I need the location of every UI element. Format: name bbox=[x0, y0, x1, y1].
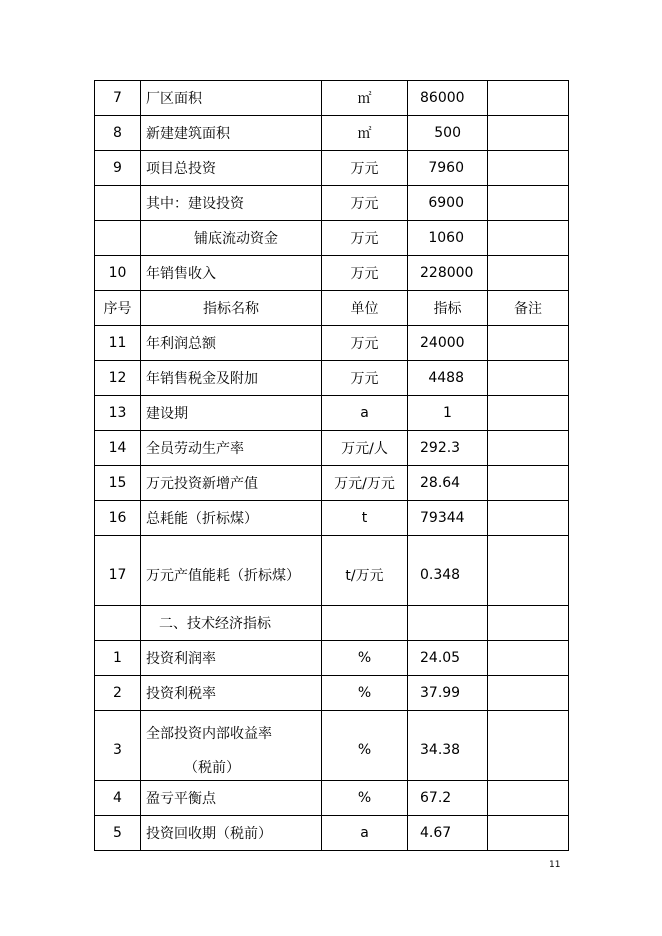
indicator-value: 24.05 bbox=[408, 641, 488, 676]
row-number: 12 bbox=[95, 361, 141, 396]
table-row bbox=[95, 186, 569, 221]
indicator-unit: % bbox=[322, 711, 408, 781]
indicator-remark bbox=[488, 256, 569, 291]
indicator-name: 年销售税金及附加 bbox=[141, 361, 322, 396]
indicator-value: 500 bbox=[408, 116, 488, 151]
indicator-unit: % bbox=[322, 676, 408, 711]
indicator-name: 总耗能（折标煤） bbox=[141, 501, 322, 536]
header-number: 序号 bbox=[95, 291, 141, 326]
row-number: 3 bbox=[95, 711, 141, 781]
indicator-value: 34.38 bbox=[408, 711, 488, 781]
table-row bbox=[95, 676, 569, 711]
table-row bbox=[95, 711, 569, 781]
header-unit: 单位 bbox=[322, 291, 408, 326]
indicator-unit: 万元 bbox=[322, 221, 408, 256]
indicator-unit: % bbox=[322, 781, 408, 816]
row-number: 7 bbox=[95, 81, 141, 116]
table-row bbox=[95, 431, 569, 466]
table-row bbox=[95, 466, 569, 501]
indicator-unit: 万元 bbox=[322, 151, 408, 186]
indicator-unit: 万元/人 bbox=[322, 431, 408, 466]
row-number bbox=[95, 186, 141, 221]
indicator-remark bbox=[488, 116, 569, 151]
indicator-unit: 万元/万元 bbox=[322, 466, 408, 501]
indicator-unit: a bbox=[322, 396, 408, 431]
indicator-name-line2: （税前） bbox=[184, 759, 240, 776]
indicator-name: 投资利税率 bbox=[141, 676, 322, 711]
table-row bbox=[95, 326, 569, 361]
indicator-name: 万元产值能耗（折标煤） bbox=[141, 536, 322, 606]
indicator-unit: 万元 bbox=[322, 256, 408, 291]
row-number: 15 bbox=[95, 466, 141, 501]
row-number: 8 bbox=[95, 116, 141, 151]
row-number bbox=[95, 221, 141, 256]
indicator-name: 全员劳动生产率 bbox=[141, 431, 322, 466]
indicator-remark bbox=[488, 816, 569, 851]
indicator-name: 厂区面积 bbox=[141, 81, 322, 116]
table-row bbox=[95, 256, 569, 291]
indicator-unit: a bbox=[322, 816, 408, 851]
table-row bbox=[95, 116, 569, 151]
row-number: 10 bbox=[95, 256, 141, 291]
header-value: 指标 bbox=[408, 291, 488, 326]
row-number: 14 bbox=[95, 431, 141, 466]
row-number: 16 bbox=[95, 501, 141, 536]
table-row bbox=[95, 781, 569, 816]
indicator-remark bbox=[488, 81, 569, 116]
indicator-remark bbox=[488, 186, 569, 221]
indicator-unit: % bbox=[322, 641, 408, 676]
indicator-name: 万元投资新增产值 bbox=[141, 466, 322, 501]
indicator-unit: ㎡ bbox=[322, 116, 408, 151]
row-number: 17 bbox=[95, 536, 141, 606]
row-number: 9 bbox=[95, 151, 141, 186]
table-row bbox=[95, 81, 569, 116]
header-name: 指标名称 bbox=[141, 291, 322, 326]
indicator-name: 项目总投资 bbox=[141, 151, 322, 186]
indicator-name: 盈亏平衡点 bbox=[141, 781, 322, 816]
indicator-value: 24000 bbox=[408, 326, 488, 361]
header-remark: 备注 bbox=[488, 291, 569, 326]
indicator-value: 0.348 bbox=[408, 536, 488, 606]
table-row bbox=[95, 641, 569, 676]
indicator-value: 79344 bbox=[408, 501, 488, 536]
table-row bbox=[95, 536, 569, 606]
indicator-table bbox=[94, 80, 569, 851]
indicator-value: 28.64 bbox=[408, 466, 488, 501]
table-row bbox=[95, 501, 569, 536]
indicator-value: 37.99 bbox=[408, 676, 488, 711]
table-row bbox=[95, 221, 569, 256]
indicator-remark bbox=[488, 466, 569, 501]
indicator-value: 292.3 bbox=[408, 431, 488, 466]
row-number: 1 bbox=[95, 641, 141, 676]
indicator-remark bbox=[488, 641, 569, 676]
table-row bbox=[95, 396, 569, 431]
indicator-name: 新建建筑面积 bbox=[141, 116, 322, 151]
indicator-value: 86000 bbox=[408, 81, 488, 116]
indicator-value: 7960 bbox=[408, 151, 488, 186]
indicator-value: 228000 bbox=[408, 256, 488, 291]
indicator-value: 4488 bbox=[408, 361, 488, 396]
indicator-remark bbox=[488, 151, 569, 186]
indicator-value: 6900 bbox=[408, 186, 488, 221]
row-number: 2 bbox=[95, 676, 141, 711]
indicator-unit: 万元 bbox=[322, 186, 408, 221]
indicator-name: 铺底流动资金 bbox=[141, 221, 322, 256]
section-row bbox=[95, 606, 569, 641]
indicator-unit: 万元 bbox=[322, 326, 408, 361]
row-number: 13 bbox=[95, 396, 141, 431]
section-title: 二、技术经济指标 bbox=[141, 606, 322, 641]
indicator-value: 4.67 bbox=[408, 816, 488, 851]
row-number: 11 bbox=[95, 326, 141, 361]
indicator-name: 投资回收期（税前） bbox=[141, 816, 322, 851]
indicator-name: 年利润总额 bbox=[141, 326, 322, 361]
indicator-name-cell bbox=[141, 711, 322, 781]
indicator-unit: ㎡ bbox=[322, 81, 408, 116]
indicator-remark bbox=[488, 396, 569, 431]
indicator-remark bbox=[488, 676, 569, 711]
indicator-remark bbox=[488, 501, 569, 536]
page-number: 11 bbox=[549, 860, 561, 870]
indicator-unit: t/万元 bbox=[322, 536, 408, 606]
indicator-remark bbox=[488, 711, 569, 781]
indicator-remark bbox=[488, 361, 569, 396]
indicator-name: 建设期 bbox=[141, 396, 322, 431]
table-row bbox=[95, 361, 569, 396]
row-number: 4 bbox=[95, 781, 141, 816]
indicator-name: 投资利润率 bbox=[141, 641, 322, 676]
indicator-unit: t bbox=[322, 501, 408, 536]
indicator-value: 1060 bbox=[408, 221, 488, 256]
row-number: 5 bbox=[95, 816, 141, 851]
indicator-remark bbox=[488, 326, 569, 361]
indicator-name: 其中：建设投资 bbox=[141, 186, 322, 221]
indicator-value: 1 bbox=[408, 396, 488, 431]
indicator-name: 全部投资内部收益率 bbox=[146, 725, 272, 742]
indicator-value: 67.2 bbox=[408, 781, 488, 816]
indicator-remark bbox=[488, 536, 569, 606]
table-row bbox=[95, 816, 569, 851]
indicator-name: 年销售收入 bbox=[141, 256, 322, 291]
indicator-remark bbox=[488, 431, 569, 466]
indicator-remark bbox=[488, 781, 569, 816]
table-row bbox=[95, 151, 569, 186]
indicator-remark bbox=[488, 221, 569, 256]
indicator-unit: 万元 bbox=[322, 361, 408, 396]
table-header-row bbox=[95, 291, 569, 326]
